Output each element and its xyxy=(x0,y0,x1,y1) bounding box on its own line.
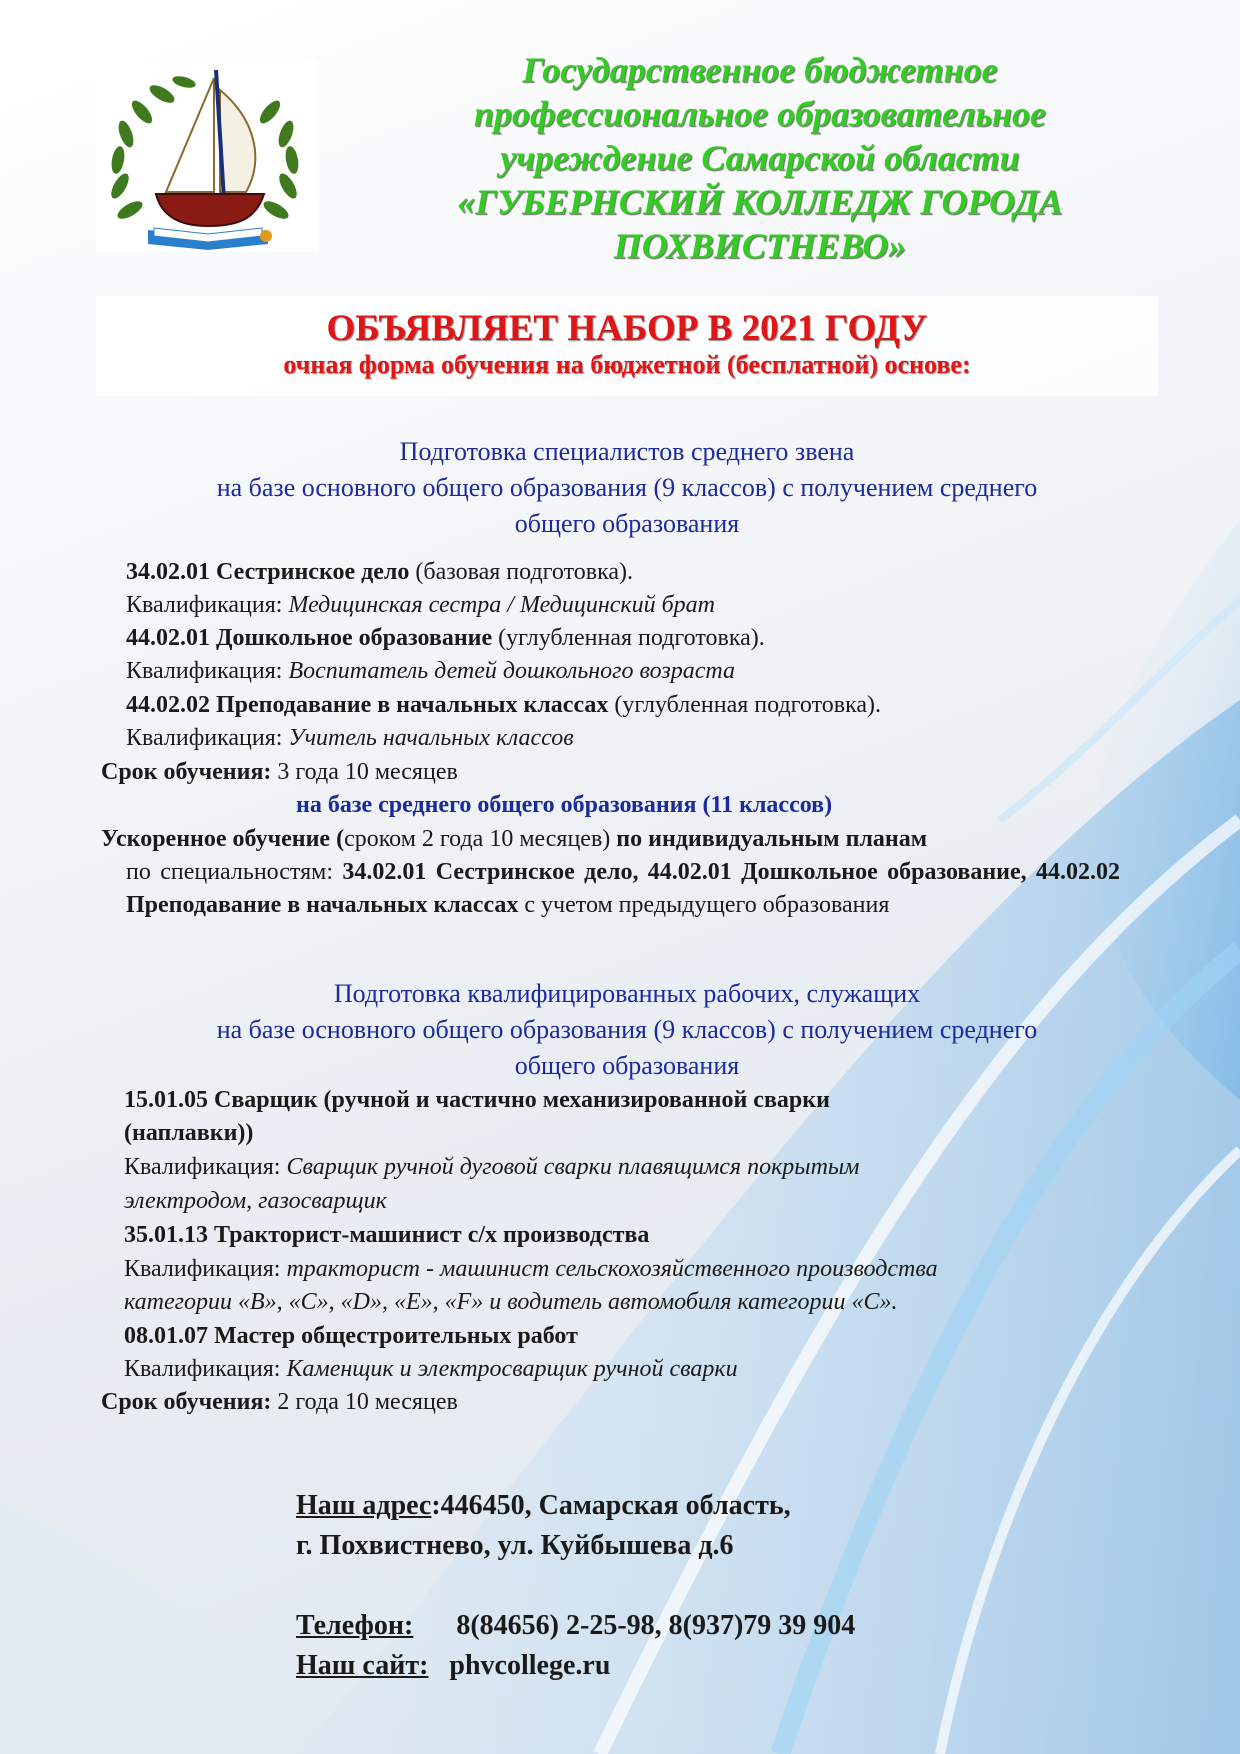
qualification-label: Квалификация: xyxy=(126,658,289,684)
college-name-line: ПОХВИСТНЕВО» xyxy=(613,226,907,266)
site-label: Наш сайт: xyxy=(296,1650,429,1681)
accelerated-label: Ускоренное обучение ( xyxy=(101,826,345,852)
sailboat-laurel-book-icon xyxy=(96,60,318,252)
address-line2: г. Похвистнево, ул. Куйбышева д.6 xyxy=(296,1530,734,1561)
announcement-title: ОБЪЯВЛЯЕТ НАБОР В 2021 ГОДУ xyxy=(326,308,928,349)
section1-heading xyxy=(96,434,1158,542)
qualification-value: Воспитатель детей дошкольного возраста xyxy=(288,658,735,684)
section2-duration xyxy=(101,1386,458,1419)
site-link[interactable]: phvcollege.ru xyxy=(449,1650,611,1681)
announcement-subtitle: очная форма обучения на бюджетной (бесплатной) основе: xyxy=(283,350,971,379)
program-welder-title-cont: (наплавки)) xyxy=(124,1120,254,1146)
program-primary-teaching xyxy=(126,689,881,722)
college-name-line: учреждение Самарской области xyxy=(500,138,1020,178)
college-logo xyxy=(96,60,318,252)
program-note: (базовая подготовка). xyxy=(409,559,634,585)
qualification-builder xyxy=(124,1353,738,1386)
qualification-value: Учитель начальных классов xyxy=(288,725,574,751)
accelerated-line1 xyxy=(101,823,927,856)
qualification-label: Квалификация: xyxy=(124,1256,287,1282)
program-welder-title: 15.01.05 Сварщик (ручной и частично механизированной сварки xyxy=(124,1087,830,1113)
duration-label: Срок обучения: xyxy=(101,759,272,785)
section1-heading-line: общего образования xyxy=(514,509,740,538)
address-label: Наш адрес xyxy=(296,1490,432,1521)
qualification-preschool xyxy=(126,655,735,688)
section2-heading-line: Подготовка квалифицированных рабочих, служащих xyxy=(333,979,921,1008)
qualification-welder xyxy=(124,1151,859,1184)
section2-heading-line: общего образования xyxy=(514,1051,740,1080)
qualification-label: Квалификация: xyxy=(126,592,289,618)
program-note: (углубленная подготовка). xyxy=(492,625,765,651)
qualification-value: Медицинская сестра / Медицинский брат xyxy=(288,592,716,618)
qualification-label: Квалификация: xyxy=(124,1356,287,1382)
program-preschool xyxy=(126,622,765,655)
college-name-line: Государственное бюджетное xyxy=(522,50,998,90)
qualification-tractor xyxy=(124,1253,938,1286)
program-tractor-title: 35.01.13 Тракторист-машинист с/х производства xyxy=(124,1222,650,1248)
program-nursing xyxy=(126,556,633,589)
accelerated-prefix: по специальностям: xyxy=(126,859,343,885)
accelerated-details xyxy=(126,856,1120,922)
duration-label: Срок обучения: xyxy=(101,1389,272,1415)
program-title: 44.02.02 Преподавание в начальных классах xyxy=(126,692,609,718)
college-name-line: профессиональное образовательное xyxy=(473,94,1047,134)
section1-secondary-heading: на базе среднего общего образования (11 классов) xyxy=(296,792,833,818)
phone-label: Телефон: xyxy=(296,1610,414,1641)
qualification-value: Каменщик и электросварщик ручной сварки xyxy=(286,1356,738,1382)
accelerated-plan: по индивидуальным планам xyxy=(610,826,928,852)
accelerated-specialties: 34.02.01 Сестринское дело, 44.02.01 Дошкольное образование, 44.02.02 Преподавание в начальных классах xyxy=(126,859,1120,918)
section2-heading-line: на базе основного общего образования (9 классов) с получением среднего xyxy=(216,1015,1038,1044)
qualification-welder-cont: электродом, газосварщик xyxy=(124,1188,387,1214)
program-builder-title: 08.01.07 Мастер общестроительных работ xyxy=(124,1323,578,1349)
college-name-line: «ГУБЕРНСКИЙ КОЛЛЕДЖ ГОРОДА xyxy=(457,182,1063,222)
phone-value: 8(84656) 2-25-98, 8(937)79 39 904 xyxy=(456,1610,856,1641)
qualification-primary-teaching xyxy=(126,722,574,755)
accelerated-suffix: с учетом предыдущего образования xyxy=(518,892,890,918)
address-line1 xyxy=(296,1486,791,1526)
phone-line xyxy=(296,1606,855,1646)
accelerated-term: сроком 2 года 10 месяцев) xyxy=(344,826,611,852)
section1-heading-line: на базе основного общего образования (9 классов) с получением среднего xyxy=(216,473,1038,502)
program-title: 44.02.01 Дошкольное образование xyxy=(126,625,493,651)
program-title: 34.02.01 Сестринское дело xyxy=(126,559,410,585)
qualification-nursing xyxy=(126,589,715,622)
duration-value: 3 года 10 месяцев xyxy=(271,759,458,785)
announcement-banner xyxy=(96,296,1158,396)
qualification-value: тракторист - машинист сельскохозяйственного производства xyxy=(286,1256,938,1282)
duration-value: 2 года 10 месяцев xyxy=(271,1389,458,1415)
section2-heading xyxy=(96,976,1158,1084)
address-value: :446450, Самарская область, xyxy=(431,1490,791,1521)
qualification-tractor-cont: категории «В», «С», «D», «Е», «F» и водитель автомобиля категории «С». xyxy=(124,1289,898,1315)
section1-duration xyxy=(101,756,458,789)
qualification-label: Квалификация: xyxy=(124,1154,287,1180)
qualification-label: Квалификация: xyxy=(126,725,289,751)
section1-heading-line: Подготовка специалистов среднего звена xyxy=(399,437,855,466)
program-note: (углубленная подготовка). xyxy=(608,692,882,718)
qualification-value: Сварщик ручной дуговой сварки плавящимся покрытым xyxy=(286,1154,860,1180)
site-line xyxy=(296,1646,610,1686)
college-name xyxy=(340,48,1180,268)
